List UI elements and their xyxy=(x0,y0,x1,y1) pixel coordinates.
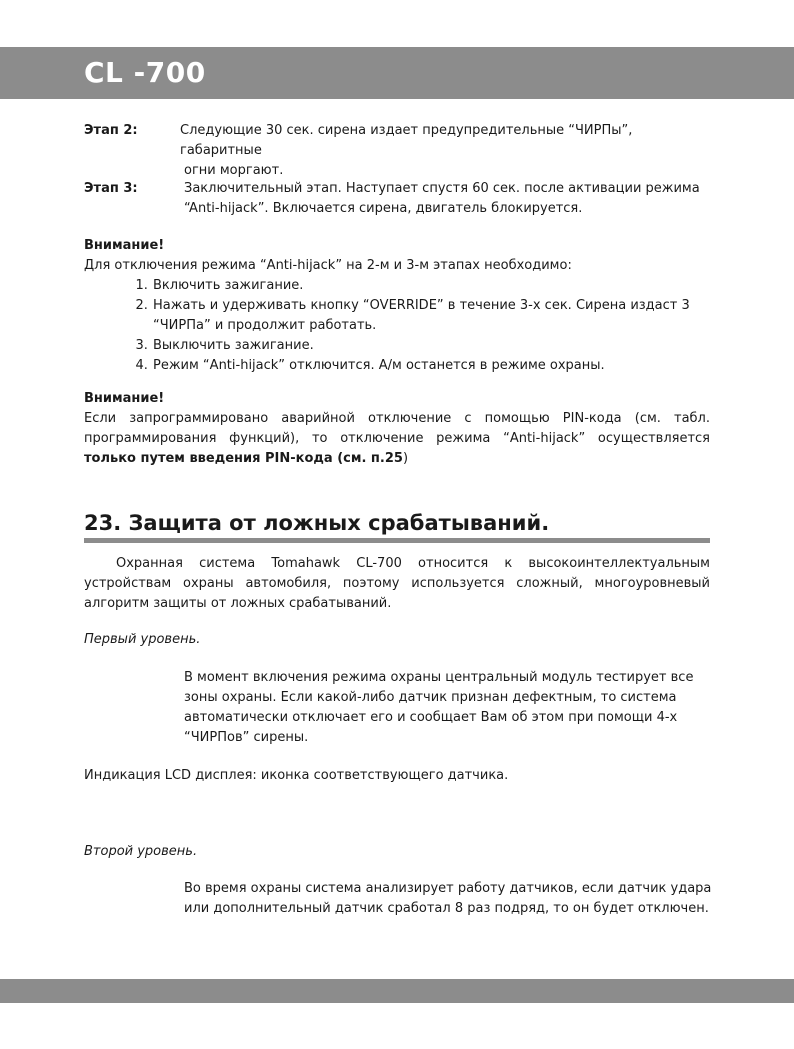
stage-3-line-2: “Anti-hijack”. Включается сирена, двигатель блокируется. xyxy=(184,201,583,216)
list-item: 4. Режим “Anti-hijack” отключится. А/м останется в режиме охраны. xyxy=(152,356,710,376)
section-divider xyxy=(84,538,710,543)
warning-1-heading: Внимание! xyxy=(84,238,165,253)
list-item: 1. Включить зажигание. xyxy=(152,276,710,296)
lcd-indication: Индикация LCD дисплея: иконка соответствующего датчика. xyxy=(84,768,509,783)
warning-2-text-end: ) xyxy=(402,451,409,466)
warning-2-text xyxy=(84,409,710,469)
level-1-title: Первый уровень. xyxy=(84,632,201,647)
stage-2-label: Этап 2: xyxy=(84,123,138,138)
stage-3-label: Этап 3: xyxy=(84,181,138,196)
level-2-text: Во время охраны система анализирует работу датчиков, если датчик удара или дополнительный датчик сработал 8 раз подряд, то он будет отключен. xyxy=(184,881,712,916)
level-2-title: Второй уровень. xyxy=(84,844,198,859)
warning-2-text-bold: только путем введения PIN-кода (см. п.25 xyxy=(84,451,403,466)
header-band xyxy=(0,47,794,99)
stage-3-line-1: Заключительный этап. Наступает спустя 60 сек. после активации режима xyxy=(184,181,700,196)
level-1-text: В момент включения режима охраны центральный модуль тестирует все зоны охраны. Если какой-либо датчик признан дефектным, то система автоматически отключает его и сообщает Вам об этом при помощи 4-х “ЧИРПов” сирены. xyxy=(184,670,694,745)
model-title: CL -700 xyxy=(84,56,206,89)
section-intro: Охранная система Tomahawk CL-700 относится к высокоинтеллектуальным устройствам охраны автомобиля, поэтому используется сложный, многоуровневый алгоритм защиты от ложных срабатываний. xyxy=(84,556,710,611)
warning-2-text-plain: Если запрограммировано аварийной отключение с помощью PIN-кода (см. табл. программирования функций), то отключение режима “Anti-hijack” осуществляется xyxy=(84,411,710,446)
stage-3-text xyxy=(184,179,712,219)
stage-2-line-1: Следующие 30 сек. сирена издает предупредительные “ЧИРПы”, габаритные xyxy=(180,123,633,158)
warning-block-1 xyxy=(84,236,710,376)
stage-2-text xyxy=(180,121,708,181)
list-item: 3. Выключить зажигание. xyxy=(152,336,710,356)
override-steps-list xyxy=(84,276,710,376)
warning-block-2 xyxy=(84,389,710,469)
footer-band xyxy=(0,979,794,1003)
section-title: 23. Защита от ложных срабатываний. xyxy=(84,511,550,535)
warning-2-heading: Внимание! xyxy=(84,391,165,406)
list-item: 2. Нажать и удерживать кнопку “OVERRIDE” в течение 3-х сек. Сирена издаст 3 “ЧИРПа” и продолжит работать. xyxy=(152,296,710,336)
warning-1-intro: Для отключения режима “Anti-hijack” на 2-м и 3-м этапах необходимо: xyxy=(84,258,572,273)
stage-2-line-2: огни моргают. xyxy=(184,163,284,178)
